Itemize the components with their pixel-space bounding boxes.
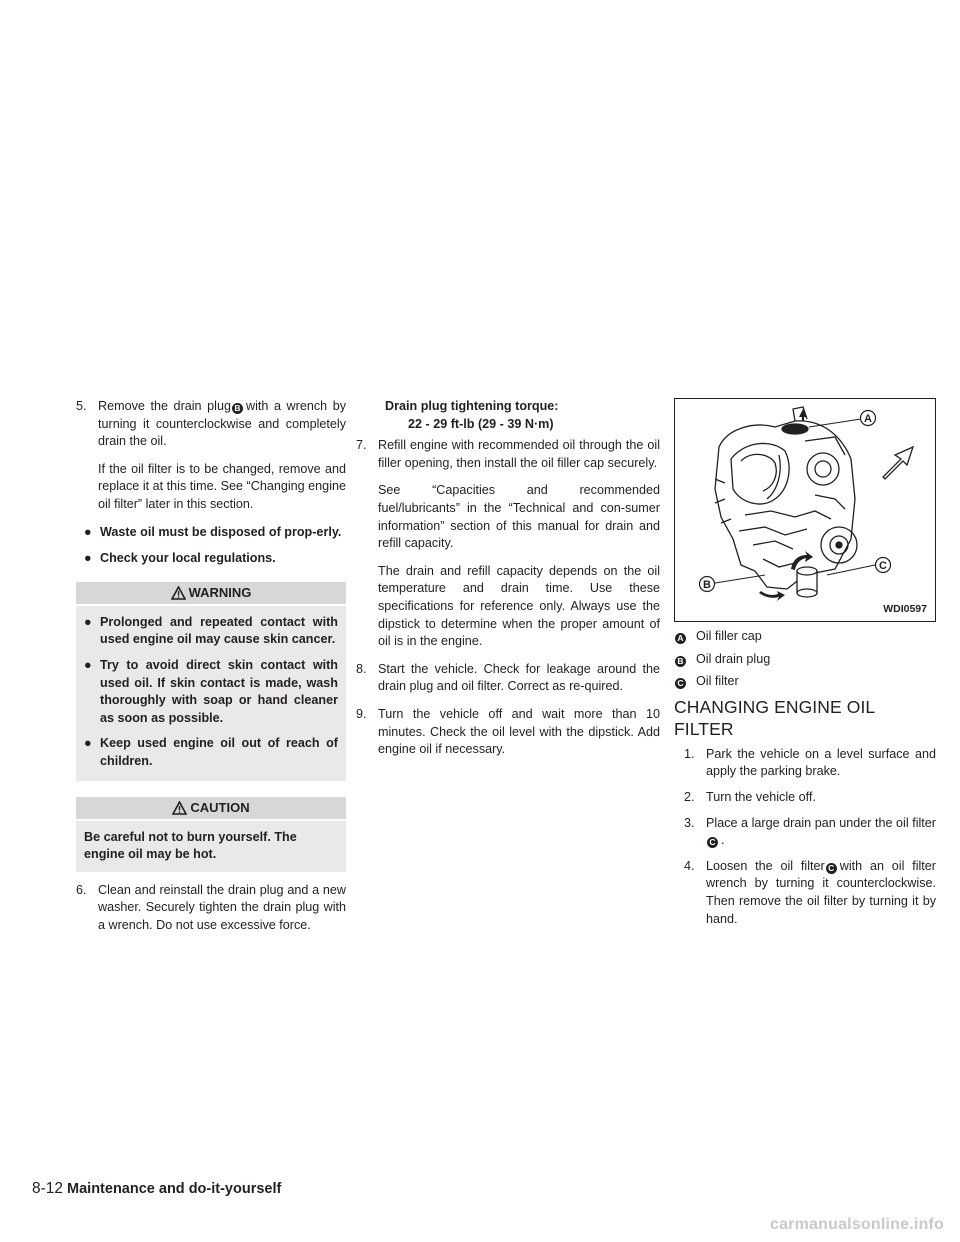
callout-b-icon: B [232,403,243,414]
warning-text: Keep used engine oil out of reach of children. [100,736,338,768]
figure-legend [674,628,936,691]
watermark: carmanualsonline.info [769,1216,944,1234]
legend-item [674,628,936,646]
caution-header [76,797,346,819]
engine-block-drawing [715,407,857,589]
step-number: 4. [684,858,695,873]
callout-c-icon: C [826,863,837,874]
warning-header [76,582,346,604]
torque-heading: Drain plug tightening torque: [385,399,559,413]
legend-item [674,673,936,691]
step-1 [674,746,936,781]
step-text: Refill engine with recommended oil through the oil filler opening, then install the oil filler cap securely. [378,438,660,470]
step-text: Start the vehicle. Check for leakage around the drain plug and oil filter. Correct as re-quired. [378,661,660,694]
legend-text: Oil drain plug [696,651,771,666]
caution-title: CAUTION [190,799,250,815]
warning-body [76,606,346,781]
engine-illustration [675,399,937,623]
step-7-paragraph: See “Capacities and recommended fuel/lubricants” in the “Technical and con-sumer information” section of this manual for drain and refill capacity. [378,483,660,551]
step-7-paragraph: The drain and refill capacity depends on the oil temperature and drain time. Use these specifications for reference only. Always use the dipstick to determine when the proper amount of oil is in the engine. [378,563,660,649]
step-8 [356,661,660,696]
page-number: 8-12 [32,1180,64,1197]
step-number: 2. [684,789,695,804]
warning-item [84,614,338,649]
bullet-icon: ● [84,524,92,539]
bullet-item [76,550,346,568]
step-text: with an oil filter wrench by turning it counterclockwise. Then remove the oil filter by turning it by hand. [706,858,937,926]
callout-a-icon: A [675,633,686,644]
step-number: 5. [76,399,87,413]
warning-item [84,657,338,727]
step-4 [674,858,936,928]
left-column [76,398,346,944]
section-title: Maintenance and do-it-yourself [67,1181,282,1197]
caution-triangle-icon [172,801,187,815]
step-5 [76,398,346,451]
step-number: 9. [356,706,367,721]
step-5-note: If the oil filter is to be changed, remove and replace it at this time. See “Changing engine oil filter” later in this section. [98,461,346,511]
page-footer [32,1180,281,1199]
step-text: Turn the vehicle off and wait more than 10 minutes. Check the oil level with the dipstick. Add engine oil if necessary. [378,706,660,757]
legend-text: Oil filter [696,674,739,689]
step-9 [356,706,660,759]
warning-text: Prolonged and repeated contact with used engine oil may cause skin cancer. [100,614,338,647]
step-number: 7. [356,438,367,453]
step-text: Remove the drain plug [98,399,231,413]
warning-text: Try to avoid direct skin contact with used oil. If skin contact is made, wash thoroughly with soap or hand cleaner as soon as possible. [100,657,338,725]
caution-text: Be careful not to burn yourself. The engine oil may be hot. [84,829,297,862]
legend-item [674,651,936,669]
bullet-icon: ● [84,614,92,629]
step-number: 6. [76,882,87,897]
warning-title: WARNING [188,584,252,600]
step-text: with a wrench by turning it counterclockwise and completely drain the oil. [98,399,347,449]
bullet-text: Waste oil must be disposed of prop-erly. [100,524,342,539]
callout-a-label: A [864,413,872,425]
step-6 [76,882,346,935]
middle-column [356,398,660,769]
step-7 [356,437,660,472]
section-heading: CHANGING ENGINE OIL FILTER [674,696,875,739]
callout-c-icon: C [675,678,686,689]
step-number: 1. [684,746,695,761]
oil-filter-drawing [797,567,817,597]
callout-c-icon: C [707,837,718,848]
engine-oil-figure [674,398,936,622]
step-text: Loosen the oil filter [706,858,825,873]
step-text: Turn the vehicle off. [706,789,816,804]
caution-body [76,821,346,872]
front-arrow-icon [883,447,913,479]
torque-value: 22 - 29 ft-lb (29 - 39 N·m) [408,416,554,431]
bullet-text: Check your local regulations. [100,551,276,566]
right-column [674,398,936,936]
step-2 [674,789,936,807]
step-text: . [721,833,725,848]
step-text: Park the vehicle on a level surface and apply the parking brake. [706,746,936,779]
figure-code: WDI0597 [883,603,927,616]
warning-triangle-icon [171,586,186,600]
bullet-icon: ● [84,657,92,672]
legend-text: Oil filler cap [696,629,762,643]
step-number: 3. [684,815,695,830]
step-text: Place a large drain pan under the oil filter [706,815,936,830]
bullet-item [76,524,346,542]
step-number: 8. [356,661,367,676]
callout-b-icon: B [675,656,686,667]
step-text: Clean and reinstall the drain plug and a new washer. Securely tighten the drain plug with a wrench. Do not use excessive force. [98,882,346,932]
callout-c-label: C [879,560,887,572]
bullet-icon: ● [84,551,92,566]
bullet-icon: ● [84,736,92,751]
callout-b-label: B [703,579,711,591]
step-3 [674,815,936,850]
warning-item [84,735,338,770]
